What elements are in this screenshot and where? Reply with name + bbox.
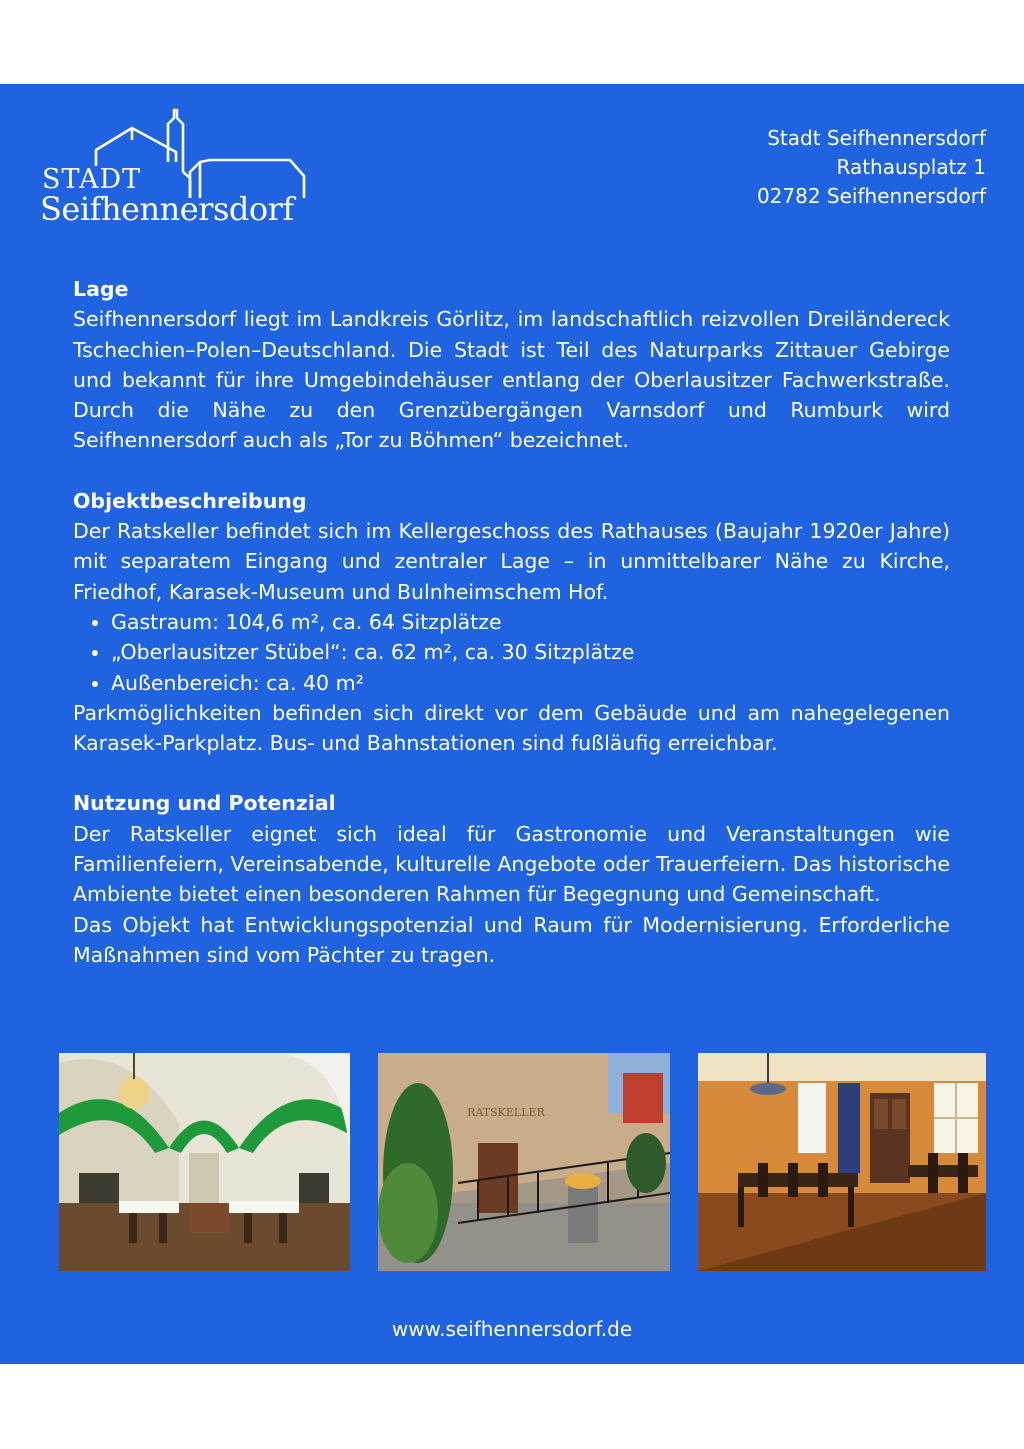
- photo-gastraum: [59, 1053, 350, 1271]
- section-paragraph: Parkmöglichkeiten befinden sich direkt vor dem Gebäude und am nahegelegenen Karasek-Parkplatz. Bus- und Bahnstationen sind fußläufig erreichbar.: [73, 700, 950, 756]
- feature-list: [73, 607, 950, 698]
- address-line-city: 02782 Seifhennersdorf: [756, 184, 986, 208]
- section-heading: Nutzung und Potenzial: [73, 791, 336, 816]
- section-heading: Objektbeschreibung: [73, 488, 307, 513]
- section-paragraph: Seifhennersdorf liegt im Landkreis Görlitz, im landschaftlich reizvollen Dreiländereck Tschechien–Polen–Deutschland. Die Stadt ist Teil des Naturparks Zittauer Gebirge und bekannt für ihre Umgebindehäuser entlang der Oberlausitzer Fachwerkstraße. Durch die Nähe zu den Grenzübergängen Varnsdorf und Rumburk wird Seifhennersdorf auch als „Tor zu Böhmen“ bezeichnet.: [73, 307, 950, 453]
- address-block: [757, 124, 986, 211]
- section-paragraph: Der Ratskeller befindet sich im Kellergeschoss des Rathauses (Baujahr 1920er Jahre) mit separatem Eingang und zentraler Lage – in unmittelbarer Nähe zu Kirche, Friedhof, Karasek-Museum und Bulnheimschem Hof.: [73, 519, 950, 604]
- section-heading: Lage: [73, 277, 129, 301]
- section-paragraph: Das Objekt hat Entwicklungspotenzial und Raum für Modernisierung. Erforderliche Maßnahmen sind vom Pächter zu tragen.: [73, 912, 950, 967]
- section-paragraph: Der Ratskeller eignet sich ideal für Gastronomie und Veranstaltungen wie Familienfeiern, Vereinsabende, kulturelle Angebote oder Trauerfeiern. Das historische Ambiente bietet einen besonderen Rahmen für Begegnung und Gemeinschaft.: [73, 821, 950, 907]
- photo-eingang: [378, 1053, 670, 1271]
- address-line-street: Rathausplatz 1: [836, 155, 986, 179]
- content: [73, 274, 950, 1000]
- city-logo: [40, 106, 310, 228]
- section-lage: [73, 274, 950, 456]
- address-line-name: Stadt Seifhennersdorf: [767, 126, 986, 150]
- list-item: • Außenbereich: ca. 40 m²: [111, 668, 950, 698]
- website-url[interactable]: www.seifhennersdorf.de: [391, 1317, 633, 1341]
- logo-stadt-text: STADT: [42, 164, 142, 195]
- logo-city-name: Seifhennersdorf: [40, 190, 294, 228]
- list-item: • Gastraum: 104,6 m², ca. 64 Sitzplätze: [111, 607, 950, 637]
- list-item: • „Oberlausitzer Stübel“: ca. 62 m², ca. 30 Sitzplätze: [111, 637, 950, 667]
- section-nutzung: [73, 788, 950, 970]
- section-objektbeschreibung: [73, 486, 950, 759]
- ratskeller-sign: RATSKELLER: [467, 1106, 545, 1119]
- photo-stuebel: [698, 1053, 986, 1271]
- flyer-panel: [0, 84, 1024, 1364]
